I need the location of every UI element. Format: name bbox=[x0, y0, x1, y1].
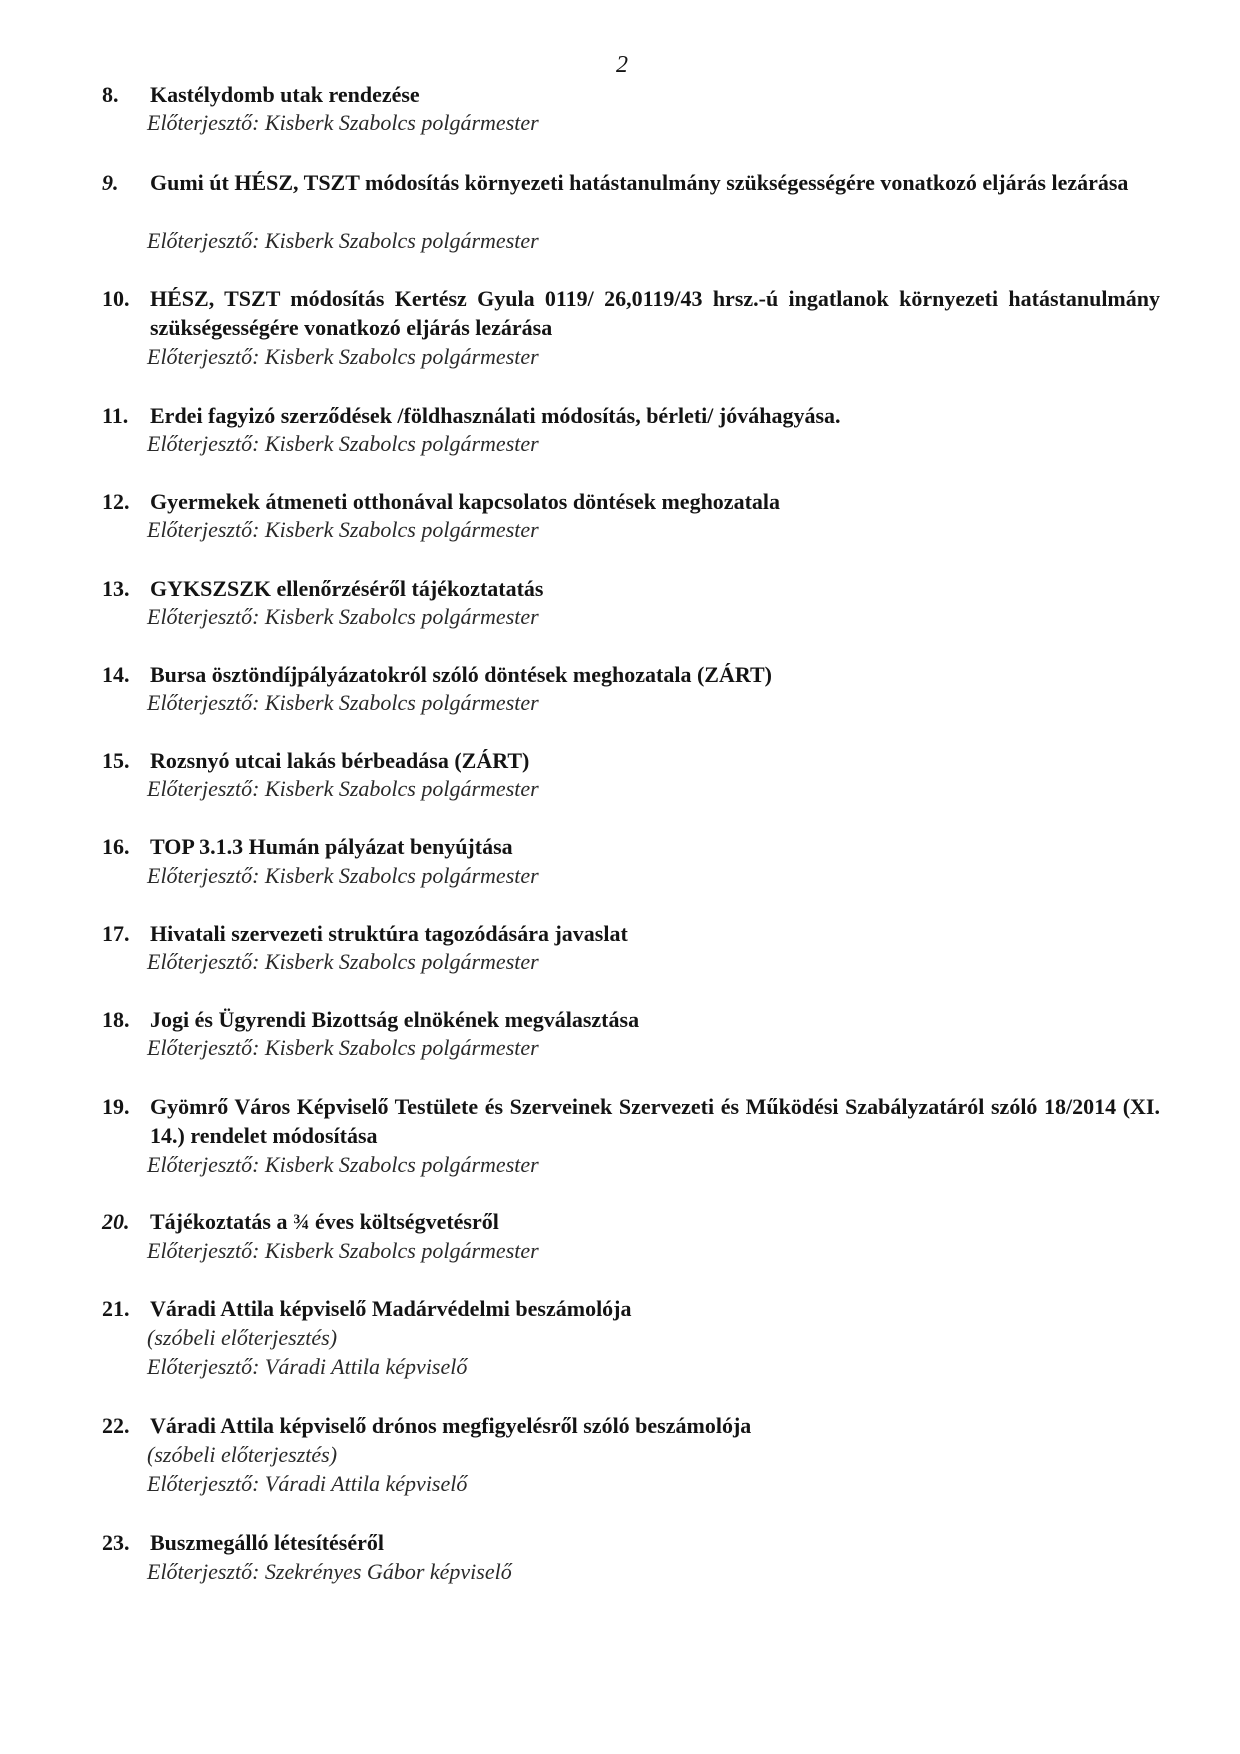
item-presenter: Előterjesztő: Kisberk Szabolcs polgármester bbox=[147, 776, 539, 801]
item-presenter: Előterjesztő: Kisberk Szabolcs polgármester bbox=[147, 1238, 539, 1263]
item-title: HÉSZ, TSZT módosítás Kertész Gyula 0119/ 26,0119/43 hrsz.-ú ingatlanok környezeti hatástanulmány szükségességére vonatkozó eljárás lezárása bbox=[150, 286, 1160, 340]
item-presenter: Előterjesztő: Kisberk Szabolcs polgármester bbox=[147, 1152, 539, 1177]
item-number: 11. bbox=[102, 403, 129, 428]
item-note: (szóbeli előterjesztés) bbox=[147, 1325, 338, 1350]
item-number: 13. bbox=[102, 576, 130, 601]
item-title: Rozsnyó utcai lakás bérbeadása (ZÁRT) bbox=[150, 748, 530, 773]
item-title: Gumi út HÉSZ, TSZT módosítás környezeti hatástanulmány szükségességére vonatkozó eljárás lezárása bbox=[150, 170, 1129, 195]
item-number: 22. bbox=[102, 1413, 130, 1438]
item-number: 14. bbox=[102, 662, 130, 687]
item-number: 23. bbox=[102, 1530, 130, 1555]
item-title: Gyermekek átmeneti otthonával kapcsolatos döntések meghozatala bbox=[150, 489, 781, 514]
item-presenter: Előterjesztő: Kisberk Szabolcs polgármester bbox=[147, 228, 539, 253]
item-title: Tájékoztatás a ¾ éves költségvetésről bbox=[150, 1209, 499, 1234]
item-number: 17. bbox=[102, 921, 130, 946]
item-presenter: Előterjesztő: Kisberk Szabolcs polgármester bbox=[147, 1035, 539, 1060]
item-title: TOP 3.1.3 Humán pályázat benyújtása bbox=[150, 834, 513, 859]
item-note: (szóbeli előterjesztés) bbox=[147, 1442, 338, 1467]
item-presenter: Előterjesztő: Váradi Attila képviselő bbox=[147, 1471, 468, 1496]
item-title: Jogi és Ügyrendi Bizottság elnökének megválasztása bbox=[150, 1007, 640, 1032]
item-presenter: Előterjesztő: Kisberk Szabolcs polgármester bbox=[147, 431, 539, 456]
item-number: 21. bbox=[102, 1296, 130, 1321]
item-title: Gyömrő Város Képviselő Testülete és Szerveinek Szervezeti és Működési Szabályzatáról szóló 18/2014 (XI. 14.) rendelet módosítása bbox=[150, 1094, 1160, 1148]
item-title: GYKSZSZK ellenőrzéséről tájékoztatatás bbox=[150, 576, 544, 601]
item-title: Hivatali szervezeti struktúra tagozódására javaslat bbox=[150, 921, 628, 946]
item-presenter: Előterjesztő: Kisberk Szabolcs polgármester bbox=[147, 517, 539, 542]
item-number: 12. bbox=[102, 489, 130, 514]
item-presenter: Előterjesztő: Kisberk Szabolcs polgármester bbox=[147, 344, 539, 369]
item-title: Erdei fagyizó szerződések /földhasználati módosítás, bérleti/ jóváhagyása. bbox=[150, 403, 841, 428]
item-presenter: Előterjesztő: Szekrényes Gábor képviselő bbox=[147, 1559, 512, 1584]
item-number: 16. bbox=[102, 834, 130, 859]
item-number: 9. bbox=[102, 170, 119, 195]
item-number: 15. bbox=[102, 748, 130, 773]
item-presenter: Előterjesztő: Kisberk Szabolcs polgármester bbox=[147, 949, 539, 974]
item-presenter: Előterjesztő: Kisberk Szabolcs polgármester bbox=[147, 863, 539, 888]
item-presenter: Előterjesztő: Kisberk Szabolcs polgármester bbox=[147, 604, 539, 629]
item-number: 18. bbox=[102, 1007, 130, 1032]
item-title: Kastélydomb utak rendezése bbox=[150, 82, 420, 107]
item-number: 8. bbox=[102, 82, 119, 107]
page-number: 2 bbox=[616, 52, 628, 78]
item-title: Váradi Attila képviselő Madárvédelmi beszámolója bbox=[150, 1296, 632, 1321]
item-title: Buszmegálló létesítéséről bbox=[150, 1530, 384, 1555]
item-number: 10. bbox=[102, 286, 130, 311]
item-title: Váradi Attila képviselő drónos megfigyelésről szóló beszámolója bbox=[150, 1413, 752, 1438]
item-presenter: Előterjesztő: Kisberk Szabolcs polgármester bbox=[147, 110, 539, 135]
item-number: 20. bbox=[102, 1209, 130, 1234]
item-presenter: Előterjesztő: Kisberk Szabolcs polgármester bbox=[147, 690, 539, 715]
item-number: 19. bbox=[102, 1094, 130, 1119]
item-title: Bursa ösztöndíjpályázatokról szóló döntések meghozatala (ZÁRT) bbox=[150, 662, 772, 687]
item-presenter: Előterjesztő: Váradi Attila képviselő bbox=[147, 1354, 468, 1379]
